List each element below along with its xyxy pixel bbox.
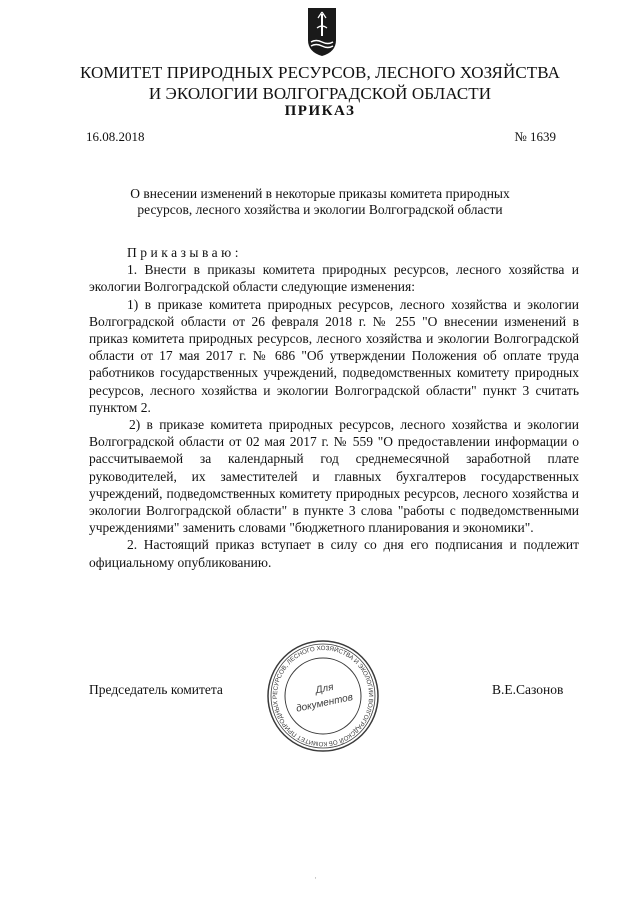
signatory-title: Председатель комитета	[89, 682, 223, 697]
organization-name-line2: И ЭКОЛОГИИ ВОЛГОГРАДСКОЙ ОБЛАСТИ	[148, 84, 492, 103]
coat-of-arms-emblem	[306, 6, 338, 58]
document-body	[89, 244, 579, 571]
signatory-name: В.Е.Сазонов	[492, 682, 564, 697]
document-subject	[80, 186, 560, 218]
footer-dot: ·	[314, 873, 317, 883]
stamp-ring-text: КОМИТЕТ ПРИРОДНЫХ РЕСУРСОВ, ЛЕСНОГО ХОЗЯЙСТВА И ЭКОЛОГИИ ВОЛГОГРАДСКОЙ ОБЛАСТИ	[271, 644, 375, 748]
subject-line1: О внесении изменений в некоторые приказы комитета природных	[130, 186, 510, 201]
paragraph-1-item-1: 1) в приказе комитета природных ресурсов, лесного хозяйства и экологии Волгоградской области от 26 февраля 2018 г. № 255 "О внесении изменений в приказ комитета природных ресурсов, лесного хозяйства и экологии Волгоградской области от 17 мая 2017 г. № 686 "Об утверждении Положения об оплате труда работников государственных учреждений, подведомственных комитету природных ресурсов, лесного хозяйства и экологии Волгоградской области" пункт 3 считать пунктом 2.	[89, 296, 579, 415]
paragraph-2: 2. Настоящий приказ вступает в силу со дня его подписания и подлежит официальному опубликованию.	[89, 537, 579, 570]
document-date: 16.08.2018	[86, 129, 145, 144]
order-word: Приказываю:	[127, 245, 242, 260]
official-stamp	[266, 636, 380, 756]
document-type-title: ПРИКАЗ	[284, 103, 356, 119]
paragraph-1: 1. Внести в приказы комитета природных ресурсов, лесного хозяйства и экологии Волгоградской области следующие изменения:	[89, 262, 579, 295]
stamp-center-line2: документов	[295, 691, 354, 715]
document-number: № 1639	[514, 129, 556, 144]
organization-name-line1: КОМИТЕТ ПРИРОДНЫХ РЕСУРСОВ, ЛЕСНОГО ХОЗЯЙСТВА	[79, 63, 561, 82]
stamp-center-line1: Для	[314, 681, 335, 697]
subject-line2: ресурсов, лесного хозяйства и экологии Волгоградской области	[137, 202, 503, 217]
paragraph-1-item-2: 2) в приказе комитета природных ресурсов, лесного хозяйства и экологии Волгоградской области от 02 мая 2017 г. № 559 "О предоставлении информации о рассчитываемой за календарный год среднемесячной заработной плате руководителей, их заместителей и главных бухгалтеров государственных учреждений, подведомственных комитету природных ресурсов, лесного хозяйства и экологии Волгоградской области" в пункте 3 слова "работы с подведомственными учреждениями" заменить словами "бюджетного планирования и экономики".	[89, 417, 579, 536]
